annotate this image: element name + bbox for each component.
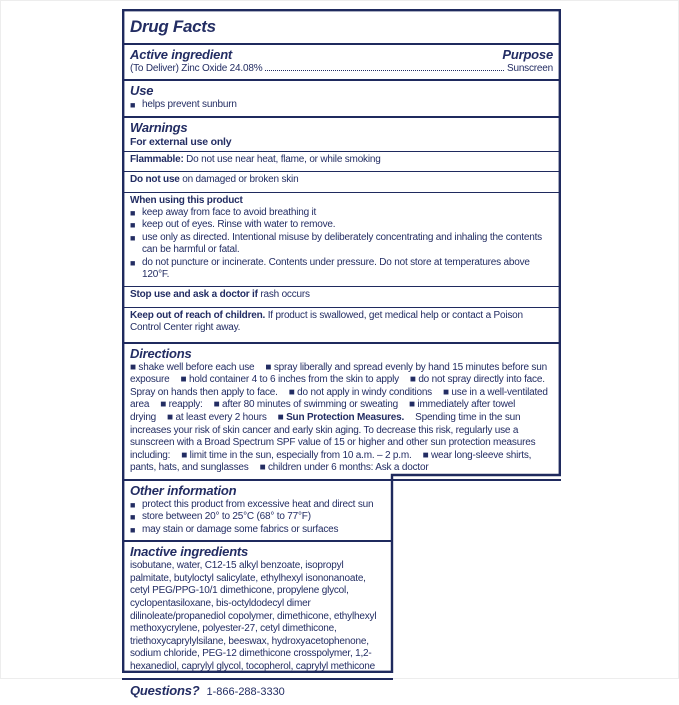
when-using-item-text: keep away from face to avoid breathing it xyxy=(142,207,317,219)
label-content xyxy=(122,9,561,698)
warning-row xyxy=(122,171,561,189)
other-information-item xyxy=(130,499,553,511)
keep-out-lead: Keep out of reach of children. xyxy=(130,309,266,321)
when-using-item xyxy=(130,232,553,257)
when-using-item-text: keep out of eyes. Rinse with water to remove. xyxy=(142,219,336,231)
when-using-item xyxy=(130,257,553,282)
section-inactive-ingredients xyxy=(122,540,393,677)
warnings-subheading: For external use only xyxy=(130,135,232,148)
section-other-information xyxy=(122,479,561,540)
warning-lead: Flammable: xyxy=(130,153,184,165)
when-using-item-text: use only as directed. Intentional misuse by deliberately concentrating and inhaling the contents can be harmful or fatal. xyxy=(142,231,542,256)
active-ingredient-value: (To Deliver) Zinc Oxide 24.08% xyxy=(130,63,263,74)
use-heading: Use xyxy=(130,83,154,99)
other-information-item-text: may stain or damage some fabrics or surfaces xyxy=(142,523,339,535)
when-using-list xyxy=(122,207,561,281)
directions-segment: ■ wear long-sleeve shirts, pants, hats, and sunglasses xyxy=(130,449,532,474)
directions-segment: ■ hold container 4 to 6 inches from the skin to apply xyxy=(180,374,399,386)
directions-segment: ■ immediately after towel drying xyxy=(130,399,516,424)
when-using-block xyxy=(122,192,561,285)
when-using-item xyxy=(130,219,553,231)
other-information-list xyxy=(122,499,561,536)
warning-rest: on damaged or broken skin xyxy=(179,174,299,186)
square-bullet-icon: ■ xyxy=(130,500,136,511)
directions-segment: ■ children under 6 months: Ask a doctor xyxy=(259,462,429,474)
other-information-item xyxy=(130,524,553,536)
use-list xyxy=(122,99,561,111)
directions-segment: ■ reapply: xyxy=(160,399,203,411)
square-bullet-icon: ■ xyxy=(130,232,136,243)
inactive-ingredients-text: isobutane, water, C12-15 alkyl benzoate, isopropyl palmitate, butyloctyl salicylate, ethylhexyl isononanoate, cetyl PEG/PPG-10/1 dimethicone, propylene glycol, cyclopentasiloxane, bis-octyldodecyl dimer dilinoleate/propanediol copolymer, dimethicone, ethylhexyl methoxycrylene, polyester-27, cetyl dimethicone, triethoxycaprylylsilane, beeswax, hydroxyacetophenone, sodium chloride, PEG-12 dimethicone crosspolymer, 1,2-hexanediol, caprylyl glycol, tocopherol, caprylyl methicone xyxy=(130,560,377,672)
stop-use-row xyxy=(122,286,561,304)
warning-row-text xyxy=(122,154,561,166)
section-questions xyxy=(122,678,393,705)
other-information-heading: Other information xyxy=(130,483,237,499)
purpose-value: Sunscreen xyxy=(506,63,553,74)
warning-row xyxy=(122,151,561,169)
warning-row-text xyxy=(122,174,561,186)
directions-segment: ■ do not spray directly into face. Spray on hands then apply to face. xyxy=(130,374,545,398)
other-information-item-text: store between 20° to 25°C (68° to 77°F) xyxy=(142,511,311,523)
directions-segment: Spending time in the sun increases your risk of skin cancer and early skin aging. To decrease this risk, regularly use a sunscreen with a Broad Spectrum SPF value of 15 or higher and other sun protection measures including: xyxy=(130,412,536,461)
inactive-ingredients-heading: Inactive ingredients xyxy=(130,544,249,560)
questions-phone-number: 1-866-288-3330 xyxy=(206,685,285,698)
questions-heading: Questions? xyxy=(130,682,200,698)
stop-use-rest: rash occurs xyxy=(257,289,310,301)
drug-facts-label xyxy=(122,9,561,698)
square-bullet-icon: ■ xyxy=(130,512,136,523)
active-ingredient-value-row xyxy=(122,63,561,75)
directions-segment: ■ shake well before each use xyxy=(130,361,255,373)
keep-out-row xyxy=(122,307,561,338)
when-using-lead: When using this product xyxy=(130,194,243,206)
square-bullet-icon: ■ xyxy=(130,524,136,535)
directions-heading: Directions xyxy=(130,345,192,361)
dotted-leader xyxy=(265,70,504,71)
use-list-item xyxy=(130,99,553,111)
section-use xyxy=(122,79,561,115)
directions-segment: ■ after 80 minutes of swimming or sweating xyxy=(213,399,399,411)
directions-segment: ■ do not apply in windy conditions xyxy=(288,386,432,398)
warnings-rows xyxy=(122,151,561,190)
directions-segment: ■ use in a well-ventilated area xyxy=(130,386,548,411)
when-using-item xyxy=(130,207,553,219)
purpose-heading: Purpose xyxy=(502,47,553,62)
section-active-ingredient xyxy=(122,43,561,79)
questions-row xyxy=(122,683,393,699)
warnings-heading: Warnings xyxy=(130,119,188,135)
drug-facts-title: Drug Facts xyxy=(130,17,216,36)
stop-use-lead: Stop use and ask a doctor if xyxy=(130,289,258,301)
directions-segment: ■ at least every 2 hours xyxy=(167,412,267,424)
directions-text xyxy=(122,362,561,475)
section-directions xyxy=(122,342,561,479)
active-ingredient-heading: Active ingredient xyxy=(130,47,233,62)
square-bullet-icon: ■ xyxy=(130,208,136,219)
directions-segment: ■ spray liberally and spread evenly by hand 15 minutes before sun exposure xyxy=(130,361,547,386)
use-item-text: helps prevent sunburn xyxy=(142,99,237,111)
warning-lead: Do not use xyxy=(130,174,180,186)
warning-rest: Do not use near heat, flame, or while smoking xyxy=(183,153,381,165)
square-bullet-icon: ■ xyxy=(130,257,136,268)
section-warnings xyxy=(122,116,561,342)
when-using-item-text: do not puncture or incinerate. Contents under pressure. Do not store at temperatures above 120°F. xyxy=(142,256,530,281)
square-bullet-icon: ■ xyxy=(130,100,136,111)
section-title xyxy=(122,12,561,43)
other-information-item-text: protect this product from excessive heat and direct sun xyxy=(142,499,374,511)
keep-out-rest: If product is swallowed, get medical help or contact a Poison Control Center right away. xyxy=(130,309,523,334)
directions-segment: ■ limit time in the sun, especially from 10 a.m. – 2 p.m. xyxy=(181,449,412,461)
directions-segment: ■ Sun Protection Measures. xyxy=(277,412,405,424)
other-information-item xyxy=(130,511,553,523)
active-ingredient-header-row xyxy=(122,47,561,63)
square-bullet-icon: ■ xyxy=(130,220,136,231)
